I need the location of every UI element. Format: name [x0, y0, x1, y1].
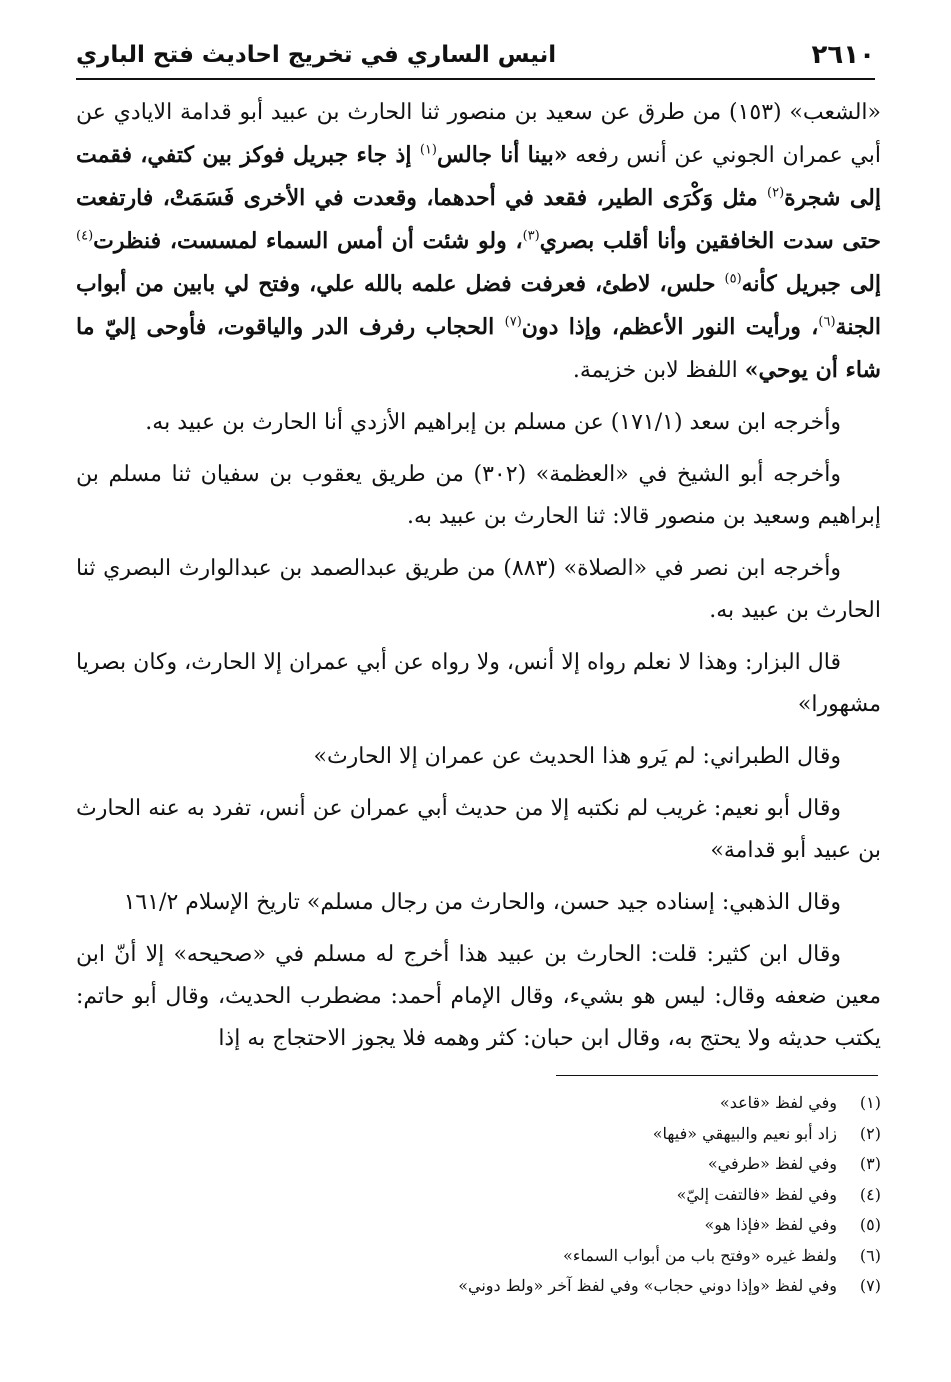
hadith-text: إذ جاء جبريل فوكز بين كتفي، فقمت إلى شجرة	[76, 142, 881, 211]
paragraph-hadith	[76, 92, 881, 392]
footnote-item	[76, 1180, 881, 1211]
paragraph-dhahabi: وقال الذهبي: إسناده جيد حسن، والحارث من رجال مسلم» تاريخ الإسلام ١٦١/٢	[123, 890, 841, 915]
main-text	[76, 92, 881, 1070]
hadith-text: حلس، لاطئ، فعرفت فضل علمه بالله علي، وفتح لي بابين من أبواب الجنة	[76, 271, 881, 340]
footnote-text: وفي لفظ «فإذا هو»	[704, 1215, 837, 1234]
paragraph-abu-nuaym: وقال أبو نعيم: غريب لم نكتبه إلا من حديث أبي عمران عن أنس، تفرد به عنه الحارث بن عبيد أبو قدامة»	[76, 796, 881, 863]
paragraph-ibn-saad: وأخرجه ابن سعد (١٧١/١) عن مسلم بن إبراهيم الأزدي أنا الحارث بن عبيد به.	[145, 410, 841, 435]
footnote-item	[76, 1241, 881, 1272]
footnote-ref-5: (٥)	[724, 271, 742, 287]
footnote-item	[76, 1149, 881, 1180]
footnote-number: (٧)	[859, 1276, 881, 1295]
footnotes	[76, 1088, 881, 1302]
footnote-ref-6: (٦)	[818, 314, 836, 330]
footnote-ref-2: (٢)	[767, 185, 785, 201]
hadith-text: الحجاب رفرف الدر والياقوت، فأوحى إليّ ما شاء أن يوحي»	[76, 314, 881, 383]
footnote-number: (١)	[859, 1093, 881, 1112]
footnote-number: (٣)	[859, 1154, 881, 1173]
footnote-ref-3: (٣)	[522, 228, 540, 244]
footnote-ref-1: (١)	[419, 142, 437, 158]
page-header	[76, 32, 875, 80]
footnote-number: (٤)	[859, 1184, 881, 1204]
hadith-text: «بينا أنا جالس	[436, 142, 568, 168]
footnote-number: (٦)	[859, 1245, 881, 1265]
paragraph-ibn-nasr: وأخرجه ابن نصر في «الصلاة» (٨٨٣) من طريق عبدالصمد بن عبدالوارث البصري ثنا الحارث بن عبيد به.	[76, 556, 881, 623]
footnote-item	[76, 1271, 881, 1302]
text-segment: اللفظ لابن خزيمة.	[572, 358, 745, 383]
footnote-text: وفي لفظ «قاعد»	[719, 1093, 837, 1112]
footnote-item	[76, 1088, 881, 1119]
hadith-text: مثل وَكْرَى الطير، فقعد في أحدهما، وقعدت في الأخرى فَسَمَتْ، فارتفعت حتى سدت الخافقين وأنا أقلب بصري	[76, 185, 881, 254]
footnote-item	[76, 1119, 881, 1150]
paragraph-ibn-kathir: وقال ابن كثير: قلت: الحارث بن عبيد هذا أخرج له مسلم في «صحيحه» إلا أنّ ابن معين ضعفه وقال: ليس هو بشيء، وقال الإمام أحمد: مضطرب الحديث، وقال أبو حاتم: يكتب حديثه ولا يحتج به، وقال ابن حبان: كثر وهمه فلا يجوز الاحتجاج به إذا	[76, 942, 881, 1051]
footnote-ref-4: (٤)	[76, 228, 94, 244]
footnote-item	[76, 1210, 881, 1241]
footnote-number: (٢)	[859, 1123, 881, 1143]
hadith-text: إلى جبريل كأنه	[741, 271, 881, 297]
hadith-text: ، ورأيت النور الأعظم، وإذا دون	[521, 314, 819, 340]
footnote-divider	[556, 1075, 878, 1076]
footnote-ref-7: (٧)	[504, 314, 522, 330]
footnote-text: وفي لفظ «وإذا دوني حجاب» وفي لفظ آخر «ولط دوني»	[458, 1276, 837, 1295]
footnote-number: (٥)	[859, 1215, 881, 1234]
book-title: انيس الساري في تخريج احاديث فتح الباري	[76, 42, 557, 68]
text-segment: «الشعب» (١٥٣) من طرق عن سعيد بن منصور ثنا الحارث بن عبيد أبو قدامة الايادي عن أبي عمران الجوني عن أنس رفعه	[76, 100, 882, 168]
footnote-text: زاد أبو نعيم والبيهقي «فيها»	[652, 1123, 837, 1143]
paragraph-abu-shaykh: وأخرجه أبو الشيخ في «العظمة» (٣٠٢) من طريق يعقوب بن سفيان ثنا مسلم بن إبراهيم وسعيد بن منصور قالا: ثنا الحارث بن عبيد به.	[76, 462, 881, 529]
paragraph-tabarani: وقال الطبراني: لم يَرو هذا الحديث عن عمران إلا الحارث»	[313, 744, 841, 769]
footnote-text: ولفظ غيره «وفتح باب من أبواب السماء»	[563, 1245, 837, 1265]
footnote-text: وفي لفظ «فالتفت إليّ»	[676, 1184, 837, 1204]
page-number: ٢٦١٠	[811, 40, 875, 70]
hadith-text: ، ولو شئت أن أمس السماء لمسست، فنظرت	[93, 228, 523, 254]
footnote-text: وفي لفظ «طرفي»	[707, 1154, 837, 1173]
paragraph-bazzar: قال البزار: وهذا لا نعلم رواه إلا أنس، ولا رواه عن أبي عمران إلا الحارث، وكان بصريا مشهورا»	[76, 650, 881, 717]
